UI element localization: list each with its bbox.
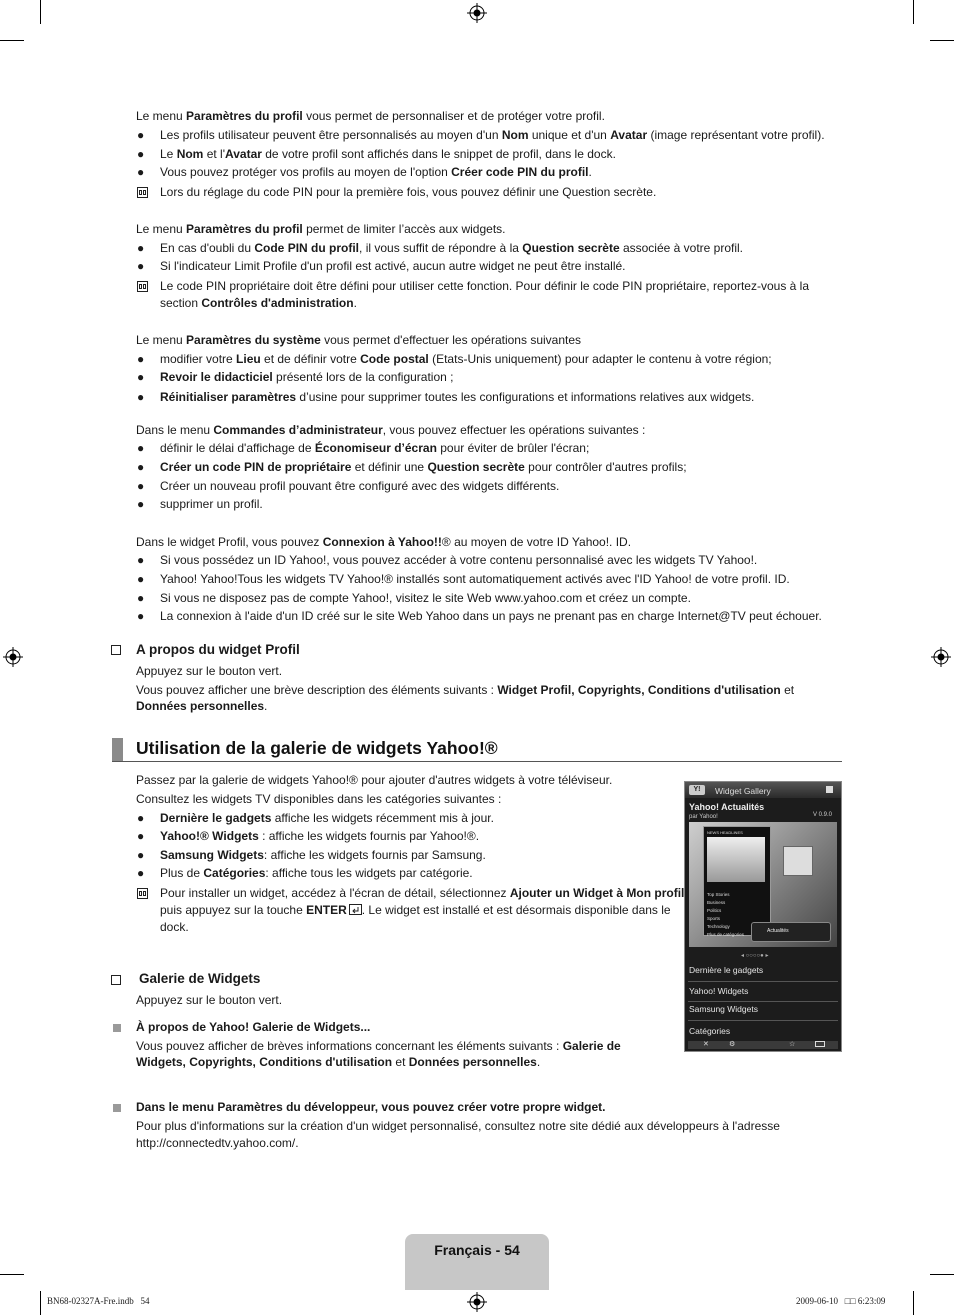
crop-mark xyxy=(0,40,24,41)
tv-app-title: Yahoo! Actualités xyxy=(689,802,765,812)
note: Le code PIN propriétaire doit être défini pour utiliser cette fonction. Pour définir le code PIN propriétaire, reportez-vous à la xyxy=(160,279,810,293)
list-item: La connexion à l'aide d'un ID créé sur le site Web Yahoo dans un pays ne prenant pas en charge Internet@TV peut échouer. xyxy=(160,609,822,623)
list-item: Si vous ne disposez pas de compte Yahoo!, visitez le site Web www.yahoo.com et créez un compte. xyxy=(160,591,691,605)
star-icon: ☆ xyxy=(789,1041,796,1048)
inner-list-item: Top Stories xyxy=(707,892,730,897)
bullet: ● xyxy=(137,390,145,404)
inner-category-list xyxy=(707,891,744,939)
category-item: Samsung Widgets xyxy=(689,1004,758,1014)
enter-key-icon xyxy=(349,904,362,915)
news-image xyxy=(707,837,765,882)
note-icon xyxy=(137,281,148,292)
paragraph: Dans le widget Profil, vous pouvez Connexion à Yahoo!!® au moyen de votre ID Yahoo!. ID. xyxy=(136,535,632,549)
list-item: Les profils utilisateur peuvent être personnalisés au moyen d'un Nom unique et d'un Avatar (image représentant votre profil). xyxy=(160,128,825,142)
bullet: ● xyxy=(137,441,145,455)
bullet: ● xyxy=(137,591,145,605)
divider xyxy=(688,1001,838,1002)
section-heading-rule xyxy=(112,761,842,762)
category-item: Yahoo! Widgets xyxy=(689,986,749,996)
list-item: En cas d'oubli du Code PIN du profil, il vous suffit de répondre à la Question secrète associée à votre profil. xyxy=(160,241,744,255)
subheading: À propos de Yahoo! Galerie de Widgets... xyxy=(136,1020,371,1034)
paragraph: http://connectedtv.yahoo.com/. xyxy=(136,1136,299,1150)
note-icon xyxy=(137,187,148,198)
widget-icon-preview xyxy=(783,846,813,876)
inner-list-item: Technology xyxy=(707,924,730,929)
divider xyxy=(688,1020,838,1021)
tv-app-by: par Yahoo! xyxy=(689,814,718,820)
page-number: Français - 54 xyxy=(434,1242,520,1258)
checkbox-bullet-icon xyxy=(111,975,121,985)
file-info: BN68-02327A-Fre.indb 54 xyxy=(47,1296,150,1306)
square-bullet-icon xyxy=(113,1024,121,1032)
bullet: ● xyxy=(137,553,145,567)
bullet: ● xyxy=(137,370,145,384)
paragraph: Pour plus d'informations sur la création d'un widget personnalisé, consultez notre site dédié aux développeurs à l'adresse xyxy=(136,1119,780,1133)
list-item: Si vous possédez un ID Yahoo!, vous pouvez accéder à votre contenu personnalisé avec les widgets TV Yahoo!. xyxy=(160,553,758,567)
widget-gallery-screenshot xyxy=(684,781,842,1052)
crop-mark xyxy=(913,1291,914,1315)
crop-mark xyxy=(913,0,914,24)
yahoo-logo-icon: Y! xyxy=(689,785,705,795)
category-item: Dernière le gadgets xyxy=(689,965,764,975)
divider xyxy=(688,981,838,982)
list-item: Créer un nouveau profil pouvant être configuré avec des widgets différents. xyxy=(160,479,560,493)
registration-mark-icon xyxy=(3,647,23,667)
paragraph: Widgets, Copyrights, Conditions d'utilisation et Données personnelles. xyxy=(136,1055,541,1069)
paragraph: Vous pouvez afficher de brèves informations concernant les éléments suivants : Galerie de xyxy=(136,1039,621,1053)
section-heading-bar xyxy=(112,738,123,762)
bullet: ● xyxy=(137,479,145,493)
subheading: Galerie de Widgets xyxy=(139,971,261,986)
list-item: Réinitialiser paramètres d’usine pour supprimer toutes les configurations et informations relatives aux widgets. xyxy=(160,390,755,404)
paragraph: Passez par la galerie de widgets Yahoo!® pour ajouter d'autres widgets à votre téléviseur. xyxy=(136,773,613,787)
tv-app-version: V 0.9.0 xyxy=(813,812,833,818)
paragraph: Le menu Paramètres du profil vous permet de personnaliser et de protéger votre profil. xyxy=(136,109,605,123)
inner-list-item: Business xyxy=(707,900,726,905)
dock-thumb-label: Actualités xyxy=(767,928,789,934)
paragraph: Le menu Paramètres du profil permet de limiter l’accès aux widgets. xyxy=(136,222,506,236)
bullet: ● xyxy=(137,829,145,843)
bullet: ● xyxy=(137,460,145,474)
list-item: Le Nom et l'Avatar de votre profil sont affichés dans le snippet de profil, dans le dock. xyxy=(160,147,616,161)
bullet: ● xyxy=(137,259,145,273)
list-item: Yahoo!® Widgets : affiche les widgets fournis par Yahoo!®. xyxy=(160,829,480,843)
bullet: ● xyxy=(137,241,145,255)
exit-icon xyxy=(815,1041,825,1047)
section-heading: Utilisation de la galerie de widgets Yahoo!® xyxy=(136,738,498,758)
close-icon: ✕ xyxy=(703,1041,709,1048)
bullet: ● xyxy=(137,609,145,623)
checkbox-bullet-icon xyxy=(111,645,121,655)
category-item: Catégories xyxy=(689,1026,731,1036)
list-item: supprimer un profil. xyxy=(160,497,263,511)
gear-icon: ⚙ xyxy=(729,1041,736,1048)
bullet: ● xyxy=(137,497,145,511)
square-bullet-icon xyxy=(113,1104,121,1112)
home-icon xyxy=(826,786,833,793)
bullet: ● xyxy=(137,128,145,142)
list-item: Yahoo! Yahoo!Tous les widgets TV Yahoo!® installés sont automatiquement activés avec l'ID Yahoo! de votre profil. ID. xyxy=(160,572,790,586)
registration-mark-icon xyxy=(467,1292,487,1312)
list-item: Créer un code PIN de propriétaire et définir une Question secrète pour contrôler d'autres profils; xyxy=(160,460,687,474)
print-date: 2009-06-10 □□ 6:23:09 xyxy=(796,1296,886,1306)
crop-mark xyxy=(40,0,41,24)
registration-mark-icon xyxy=(931,647,951,667)
bullet: ● xyxy=(137,811,145,825)
tv-header-title: Widget Gallery xyxy=(715,786,771,796)
list-item: Si l'indicateur Limit Profile d'un profil est activé, aucun autre widget ne peut être installé. xyxy=(160,259,626,273)
bullet: ● xyxy=(137,572,145,586)
dock-thumb xyxy=(751,922,831,942)
crop-mark xyxy=(930,1274,954,1275)
inner-list-item: Plus de catégories xyxy=(707,932,745,937)
bullet: ● xyxy=(137,352,145,366)
inner-list-item: Politics xyxy=(707,908,722,913)
paragraph: Appuyez sur le bouton vert. xyxy=(136,993,283,1007)
news-widget-preview xyxy=(703,826,771,936)
news-label: NEWS HEADLINES xyxy=(707,830,743,835)
list-item: définir le délai d'affichage de Économiseur d’écran pour éviter de brûler l'écran; xyxy=(160,441,590,455)
registration-mark-icon xyxy=(467,3,487,23)
pager-dots: ◂ ○○○○● ▸ xyxy=(741,953,769,959)
note: Pour installer un widget, accédez à l'écran de détail, sélectionnez Ajouter un Widget à Mon profil xyxy=(160,886,685,900)
note: section Contrôles d'administration. xyxy=(160,296,357,310)
bullet: ● xyxy=(137,848,145,862)
subheading: Dans le menu Paramètres du développeur, vous pouvez créer votre propre widget. xyxy=(136,1100,606,1114)
crop-mark xyxy=(930,40,954,41)
bullet: ● xyxy=(137,866,145,880)
list-item: Vous pouvez protéger vos profils au moyen de l'option Créer code PIN du profil. xyxy=(160,165,592,179)
paragraph: Appuyez sur le bouton vert. xyxy=(136,664,283,678)
bullet: ● xyxy=(137,147,145,161)
bullet: ● xyxy=(137,165,145,179)
inner-list-item: Sports xyxy=(707,916,721,921)
list-item: Dernière le gadgets affiche les widgets récemment mis à jour. xyxy=(160,811,494,825)
note: dock. xyxy=(160,920,189,934)
note-icon xyxy=(137,888,148,899)
list-item: Samsung Widgets: affiche les widgets fournis par Samsung. xyxy=(160,848,486,862)
paragraph: Vous pouvez afficher une brève description des éléments suivants : Widget Profil, Copyrights, Conditions d'utilisation et xyxy=(136,683,795,697)
paragraph: Dans le menu Commandes d’administrateur, vous pouvez effectuer les opérations suivantes : xyxy=(136,423,646,437)
note: Lors du réglage du code PIN pour la première fois, vous pouvez définir une Question secrète. xyxy=(160,185,657,199)
list-item: modifier votre Lieu et de définir votre Code postal (Etats-Unis uniquement) pour adapter le contenu à votre région; xyxy=(160,352,772,366)
crop-mark xyxy=(40,1291,41,1315)
list-item: Plus de Catégories: affiche tous les widgets par catégorie. xyxy=(160,866,473,880)
crop-mark xyxy=(0,1274,24,1275)
paragraph: Le menu Paramètres du système vous permet d'effectuer les opérations suivantes xyxy=(136,333,582,347)
list-item: Revoir le didacticiel présenté lors de la configuration ; xyxy=(160,370,454,384)
paragraph: Consultez les widgets TV disponibles dans les catégories suivantes : xyxy=(136,792,502,806)
subheading: A propos du widget Profil xyxy=(136,642,300,657)
paragraph: Données personnelles. xyxy=(136,699,268,713)
note: puis appuyez sur la touche ENTER . Le widget est installé et est désormais disponible dans le xyxy=(160,903,671,917)
